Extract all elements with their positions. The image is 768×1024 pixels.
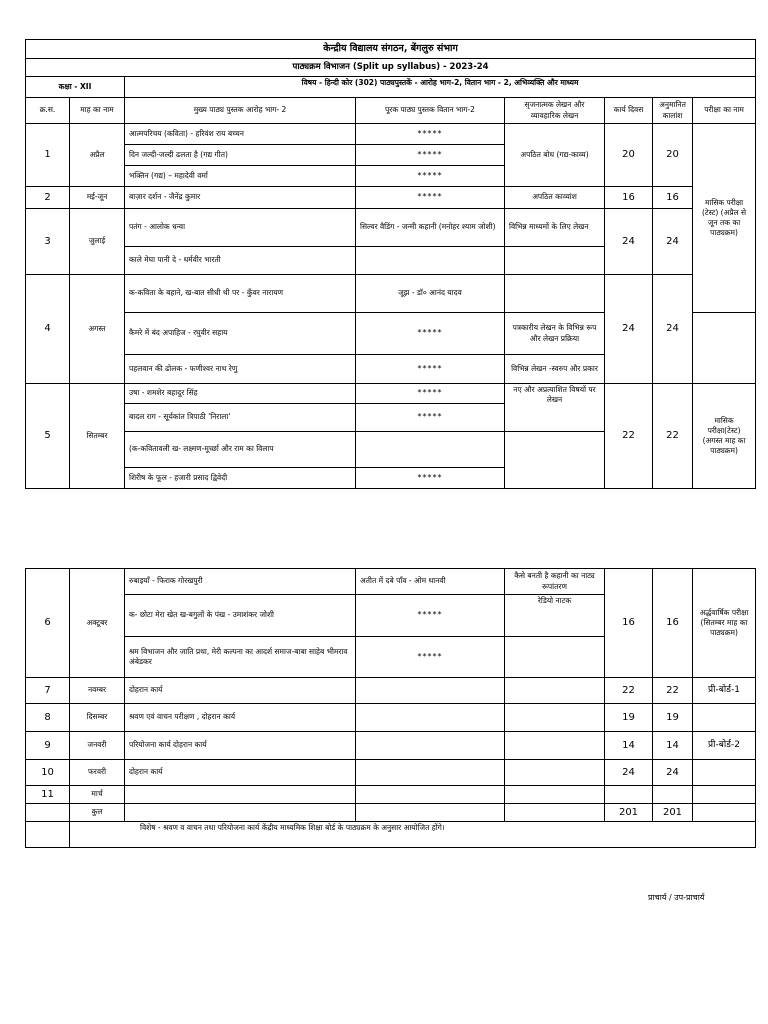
row-month: फरवरी bbox=[70, 760, 125, 786]
class-label: कक्षा - XII bbox=[26, 77, 125, 98]
exam-name: मासिक परीक्षा (टेस्ट) (अप्रैल से जून तक का पाठ्यक्रम) bbox=[693, 124, 756, 313]
est-periods: 24 bbox=[653, 760, 693, 786]
col-supp-book: पूरक पाठ्य पुस्तक वितान भाग-2 bbox=[356, 98, 505, 124]
row-month: अक्टूबर bbox=[70, 569, 125, 678]
col-creative: सृजनात्मक लेखन और व्यावहारिक लेखन bbox=[505, 98, 605, 124]
table-row bbox=[26, 275, 756, 313]
creative-writing-empty bbox=[505, 732, 605, 760]
main-lesson: दोहरान कार्य bbox=[125, 760, 356, 786]
col-main-book: मुख्य पाठ्य पुस्तक आरोह भाग- 2 bbox=[125, 98, 356, 124]
row-month: दिसम्बर bbox=[70, 704, 125, 732]
col-est-periods: अनुमानित कालांश bbox=[653, 98, 693, 124]
est-periods: 16 bbox=[653, 569, 693, 678]
work-days-empty bbox=[605, 786, 653, 804]
total-est-periods: 201 bbox=[653, 804, 693, 822]
main-lesson: काले मेघा पानी दे - धर्मवीर भारती bbox=[125, 247, 356, 275]
supp-lesson: ***** bbox=[356, 404, 505, 432]
supp-lesson: ***** bbox=[356, 637, 505, 678]
supp-lesson: ***** bbox=[356, 355, 505, 384]
creative-writing-empty bbox=[505, 275, 605, 313]
creative-writing-empty bbox=[505, 704, 605, 732]
row-month: मार्च bbox=[70, 786, 125, 804]
work-days: 24 bbox=[605, 209, 653, 275]
est-periods: 14 bbox=[653, 732, 693, 760]
creative-writing: अपठित काव्यांश bbox=[505, 187, 605, 209]
exam-name: प्री-बोर्ड-2 bbox=[693, 732, 756, 760]
work-days: 16 bbox=[605, 187, 653, 209]
main-lesson-empty bbox=[125, 786, 356, 804]
work-days: 20 bbox=[605, 124, 653, 187]
row-sno: 9 bbox=[26, 732, 70, 760]
creative-writing: अपठित बोध (गद्य-काव्य) bbox=[505, 124, 605, 187]
exam-name: मासिक परीक्षा(टेस्ट) (अगस्त माह का पाठ्यक्रम) bbox=[693, 384, 756, 489]
supp-lesson: ***** bbox=[356, 468, 505, 489]
est-periods: 19 bbox=[653, 704, 693, 732]
exam-name-empty bbox=[693, 786, 756, 804]
table-row bbox=[26, 569, 756, 595]
est-periods: 22 bbox=[653, 384, 693, 489]
table-row bbox=[26, 732, 756, 760]
main-lesson: पतंग - आलोक धन्वा bbox=[125, 209, 356, 247]
main-lesson: रुबाइयाँ - फिराक गोरखपुरी bbox=[125, 569, 356, 595]
supp-lesson: ***** bbox=[356, 313, 505, 355]
note-text: विशेष - श्रवण व वाचन तथा परियोजना कार्य केंद्रीय माध्यमिक शिक्षा बोर्ड के पाठ्यक्रम के अनुसार आयोजित होंगे। bbox=[70, 822, 756, 848]
row-month: जनवरी bbox=[70, 732, 125, 760]
exam-name-empty bbox=[693, 760, 756, 786]
table-row bbox=[26, 704, 756, 732]
supp-lesson-empty bbox=[356, 247, 505, 275]
syllabus-table-part1 bbox=[25, 39, 756, 489]
row-month: मई-जून bbox=[70, 187, 125, 209]
est-periods: 24 bbox=[653, 275, 693, 384]
row-sno: 4 bbox=[26, 275, 70, 384]
work-days: 24 bbox=[605, 275, 653, 384]
table-row bbox=[26, 678, 756, 704]
total-sno-empty bbox=[26, 804, 70, 822]
total-row bbox=[26, 804, 756, 822]
main-lesson: दोहरान कार्य bbox=[125, 678, 356, 704]
row-month: जुलाई bbox=[70, 209, 125, 275]
syllabus-subtitle: पाठ्यक्रम विभाजन (Split up syllabus) - 2023-24 bbox=[26, 59, 756, 77]
org-title: केन्द्रीय विद्यालय संगठन, बेंगलुरु संभाग bbox=[26, 40, 756, 59]
main-lesson: क-कविता के बहाने, ख-बात सीधी थी पर - कुँवर नारायण bbox=[125, 275, 356, 313]
creative-writing-empty bbox=[505, 432, 605, 489]
supp-lesson: ***** bbox=[356, 166, 505, 187]
creative-writing: नए और अप्रत्याशित विषयों पर लेखन bbox=[505, 384, 605, 432]
creative-writing-empty bbox=[505, 247, 605, 275]
syllabus-table-part2 bbox=[25, 568, 756, 848]
est-periods: 24 bbox=[653, 209, 693, 275]
work-days: 24 bbox=[605, 760, 653, 786]
supp-lesson: अतीत में दबे पाँव - ओम थानवी bbox=[356, 569, 505, 595]
supp-lesson: सिल्वर वैडिंग - जन्मी कहानी (मनोहर श्याम जोशी) bbox=[356, 209, 505, 247]
main-lesson: (क-कवितावली ख- लक्ष्मण-मूर्च्छा और राम का विलाप bbox=[125, 432, 356, 468]
supp-lesson-empty bbox=[356, 732, 505, 760]
main-lesson: आत्मपरिचय (कविता) - हरिवंश राय बच्चन bbox=[125, 124, 356, 145]
creative-writing: कैसे बनती है कहानी का नाट्य रूपांतरण bbox=[505, 569, 605, 595]
exam-name: अर्द्धवार्षिक परीक्षा (सितम्बर माह का पाठ्यक्रम) bbox=[693, 569, 756, 678]
main-lesson: शिरीष के फूल - हजारी प्रसाद द्विवेदी bbox=[125, 468, 356, 489]
table-row bbox=[26, 384, 756, 404]
table-row bbox=[26, 187, 756, 209]
row-sno: 2 bbox=[26, 187, 70, 209]
main-lesson: श्रवण एवं वाचन परीक्षण , दोहरान कार्य bbox=[125, 704, 356, 732]
supp-lesson: ***** bbox=[356, 384, 505, 404]
creative-writing: विभिन्न माध्यमों के लिए लेखन bbox=[505, 209, 605, 247]
table-row bbox=[26, 209, 756, 247]
work-days: 14 bbox=[605, 732, 653, 760]
creative-writing-empty bbox=[505, 637, 605, 678]
exam-name: प्री-बोर्ड-1 bbox=[693, 678, 756, 704]
supp-lesson: ***** bbox=[356, 145, 505, 166]
table-row bbox=[26, 786, 756, 804]
est-periods: 16 bbox=[653, 187, 693, 209]
main-lesson: दिन जल्दी-जल्दी ढलता है (गद्य गीत) bbox=[125, 145, 356, 166]
row-sno: 3 bbox=[26, 209, 70, 275]
creative-writing: पत्रकारीय लेखन के विभिन्न रूप और लेखन प्रक्रिया bbox=[505, 313, 605, 355]
total-empty bbox=[125, 804, 356, 822]
note-sno-empty bbox=[26, 822, 70, 848]
row-month: अगस्त bbox=[70, 275, 125, 384]
creative-writing: विभिन्न लेखन -स्वरुप और प्रकार bbox=[505, 355, 605, 384]
table-row bbox=[26, 760, 756, 786]
creative-writing-empty bbox=[505, 760, 605, 786]
supp-lesson-empty bbox=[356, 786, 505, 804]
supp-lesson: ***** bbox=[356, 124, 505, 145]
subject-line: विषय - हिन्दी कोर (302) पाठ्यपुस्तकें - आरोह भाग-2, वितान भाग - 2, अभिव्यक्ति और माध्यम bbox=[125, 77, 756, 98]
row-month: नवम्बर bbox=[70, 678, 125, 704]
col-work-days: कार्य दिवस bbox=[605, 98, 653, 124]
total-empty bbox=[505, 804, 605, 822]
work-days: 19 bbox=[605, 704, 653, 732]
supp-lesson: ***** bbox=[356, 187, 505, 209]
row-sno: 11 bbox=[26, 786, 70, 804]
row-month: सितम्बर bbox=[70, 384, 125, 489]
main-lesson: परियोजना कार्य दोहरान कार्य bbox=[125, 732, 356, 760]
total-empty bbox=[356, 804, 505, 822]
row-sno: 6 bbox=[26, 569, 70, 678]
est-periods-empty bbox=[653, 786, 693, 804]
supp-lesson: ***** bbox=[356, 595, 505, 637]
work-days: 22 bbox=[605, 678, 653, 704]
creative-writing-empty bbox=[505, 678, 605, 704]
main-lesson: बादल राग - सूर्यकांत त्रिपाठी 'निराला' bbox=[125, 404, 356, 432]
creative-writing: रेडियो नाटक bbox=[505, 595, 605, 637]
note-row bbox=[26, 822, 756, 848]
signature-label: प्राचार्य / उप-प्राचार्य bbox=[648, 893, 705, 902]
main-lesson: श्रम विभाजन और जाति प्रथा, मेरी कल्पना का आदर्श समाज-बाबा साहेब भीमराव अंबेडकर bbox=[125, 637, 356, 678]
total-label: कुल bbox=[70, 804, 125, 822]
row-sno: 5 bbox=[26, 384, 70, 489]
work-days: 16 bbox=[605, 569, 653, 678]
col-sno: क्र.स. bbox=[26, 98, 70, 124]
supp-lesson-empty bbox=[356, 760, 505, 786]
exam-name-empty bbox=[693, 704, 756, 732]
supp-lesson: जूझ - डॉ० आनंद यादव bbox=[356, 275, 505, 313]
work-days: 22 bbox=[605, 384, 653, 489]
row-sno: 7 bbox=[26, 678, 70, 704]
main-lesson: उषा - शमशेर बहादुर सिंह bbox=[125, 384, 356, 404]
creative-writing-empty bbox=[505, 786, 605, 804]
row-sno: 10 bbox=[26, 760, 70, 786]
est-periods: 22 bbox=[653, 678, 693, 704]
row-month: अप्रैल bbox=[70, 124, 125, 187]
total-work-days: 201 bbox=[605, 804, 653, 822]
row-sno: 8 bbox=[26, 704, 70, 732]
main-lesson: बाज़ार दर्शन - जैनेंद्र कुमार bbox=[125, 187, 356, 209]
supp-lesson-empty bbox=[356, 432, 505, 468]
main-lesson: क- छोटा मेरा खेत ख-बगुलों के पंख - उमाशंकर जोशी bbox=[125, 595, 356, 637]
col-exam: परीक्षा का नाम bbox=[693, 98, 756, 124]
main-lesson: भक्तिन (गद्य) – महादेवी वर्मा bbox=[125, 166, 356, 187]
total-empty bbox=[693, 804, 756, 822]
supp-lesson-empty bbox=[356, 678, 505, 704]
col-month: माह का नाम bbox=[70, 98, 125, 124]
row-sno: 1 bbox=[26, 124, 70, 187]
est-periods: 20 bbox=[653, 124, 693, 187]
main-lesson: पहलवान की ढोलक - फणीश्वर नाथ रेणु bbox=[125, 355, 356, 384]
main-lesson: कैमरे में बंद अपाहिज - रघुवीर सहाय bbox=[125, 313, 356, 355]
supp-lesson-empty bbox=[356, 704, 505, 732]
table-row bbox=[26, 124, 756, 145]
